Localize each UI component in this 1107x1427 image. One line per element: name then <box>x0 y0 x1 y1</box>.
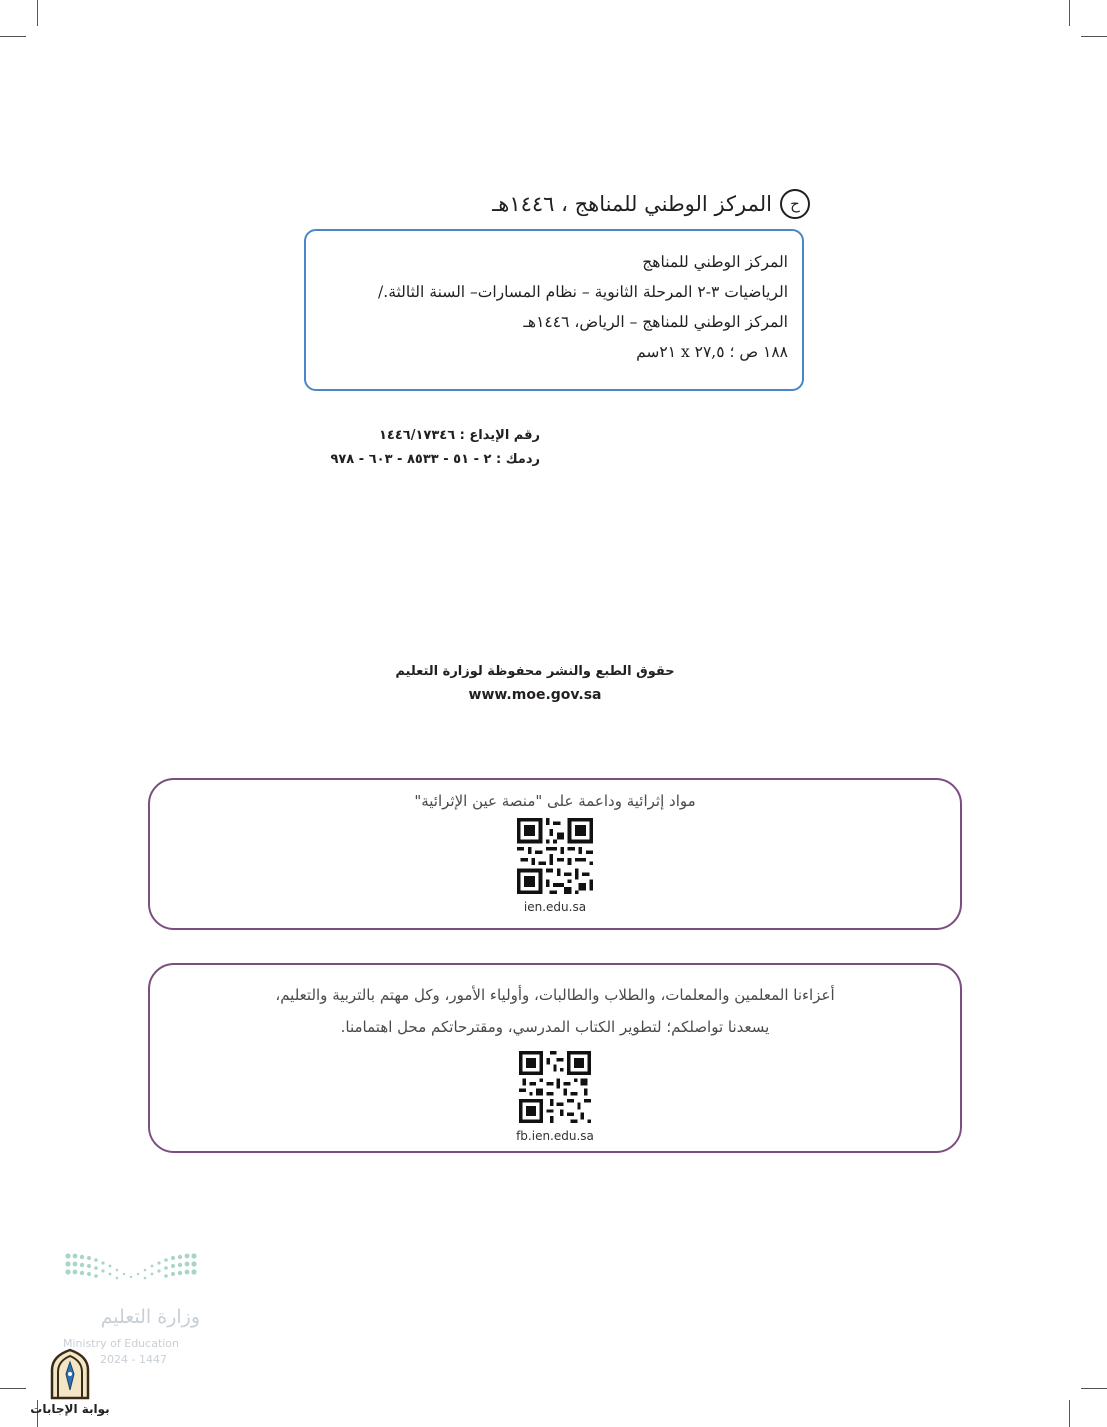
enrichment-box <box>148 778 962 930</box>
answers-portal-watermark <box>30 1348 110 1424</box>
cip-box <box>304 229 804 391</box>
feedback-line: يسعدنا تواصلكم؛ لتطوير الكتاب المدرسي، ومقترحاتكم محل اهتمامنا. <box>340 1018 770 1036</box>
feedback-text <box>150 979 960 1043</box>
rights-text: حقوق الطبع والنشر محفوظة لوزارة التعليم <box>395 664 675 679</box>
crop-mark <box>37 0 38 26</box>
enrichment-text: مواد إثرائية وداعمة على "منصة عين الإثرائية" <box>414 792 696 810</box>
answers-portal-label: بوابة الإجابات <box>30 1402 110 1416</box>
ministry-name-ar: وزارة التعليم <box>100 1306 200 1328</box>
crop-mark <box>0 1388 26 1389</box>
feedback-line: أعزاءنا المعلمين والمعلمات، والطلاب والطالبات، وأولياء الأمور، وكل مهتم بالتربية والتعليم، <box>275 986 835 1004</box>
ministry-name-en: Ministry of Education <box>63 1337 180 1350</box>
qr-code-icon[interactable] <box>519 1051 591 1123</box>
deposit-number: رقم الإيداع : ١٤٤٦/١٧٣٤٦ <box>378 428 540 443</box>
copyright-heading <box>480 186 810 222</box>
rights-notice <box>380 664 690 703</box>
isbn-number: ردمك : ٢ - ٥١ - ٨٥٣٣ - ٦٠٣ - ٩٧٨ <box>330 452 540 467</box>
copyright-text: المركز الوطني للمناهج ، ١٤٤٦هـ <box>492 192 772 216</box>
crop-mark <box>1069 0 1070 26</box>
crop-mark <box>1069 1400 1070 1427</box>
ministry-website-link[interactable]: www.moe.gov.sa <box>468 687 602 703</box>
crop-mark <box>0 36 26 37</box>
cip-line: المركز الوطني للمناهج <box>642 253 788 271</box>
qr-code-icon[interactable] <box>517 818 593 894</box>
legal-info <box>300 424 540 472</box>
crop-mark <box>1081 36 1107 37</box>
enrichment-url-link[interactable]: ien.edu.sa <box>523 900 587 914</box>
cip-line: المركز الوطني للمناهج – الرياض، ١٤٤٦هـ <box>523 313 788 331</box>
ministry-year: 2024 - 1447 <box>100 1353 167 1366</box>
cip-line: الرياضيات ٣-٢ المرحلة الثانوية – نظام المسارات– السنة الثالثة./ <box>378 283 788 301</box>
feedback-url-link[interactable]: fb.ien.edu.sa <box>516 1129 594 1143</box>
crop-mark <box>1081 1388 1107 1389</box>
cip-line: ١٨٨ ص ؛ ٢٧,٥ x ٢١سم <box>636 343 788 361</box>
feedback-box <box>148 963 962 1153</box>
copyright-symbol: ح <box>780 189 810 219</box>
mosque-arch-icon <box>48 1348 92 1400</box>
